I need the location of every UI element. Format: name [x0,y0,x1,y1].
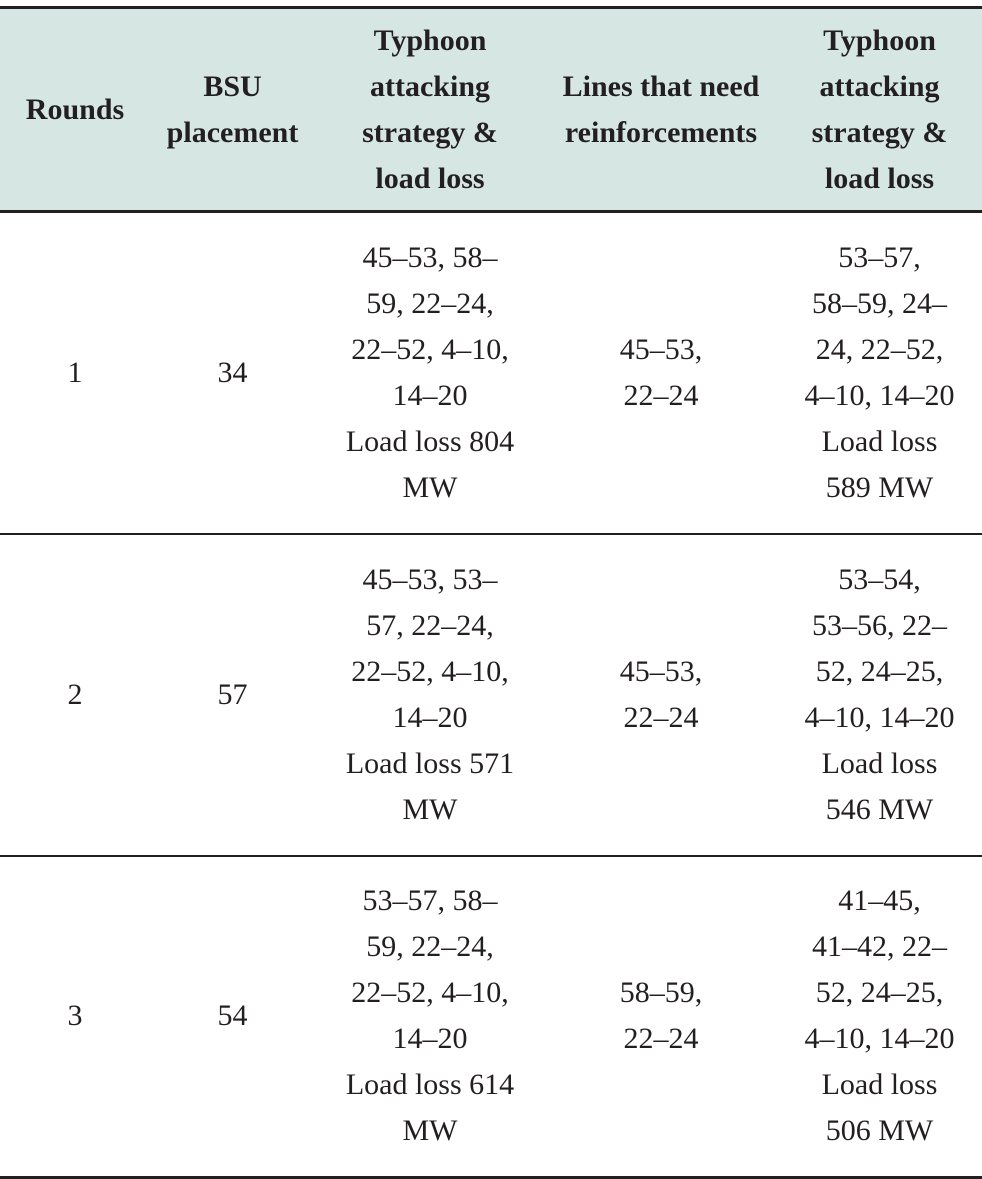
header-line: BSU [203,69,262,103]
cell-bsu: 34 [150,212,315,534]
cell-line: 53–56, 22– [812,608,947,642]
cell-line: 58–59, [619,976,703,1010]
cell-round: 2 [0,534,150,856]
cell-strategy-2 [777,534,982,856]
cell-line: Load loss [821,746,938,780]
cell-line: 4–10, 14–20 [804,700,955,734]
cell-line: 57, 22–24, [366,608,494,642]
cell-round: 3 [0,856,150,1178]
cell-line: 4–10, 14–20 [804,378,955,412]
table-container [0,6,982,1179]
cell-line: 45–53, 58– [362,240,498,274]
header-line: placement [166,115,299,149]
header-rounds-text: Rounds [25,92,125,126]
cell-line: 589 MW [825,470,934,504]
cell-line: 546 MW [825,792,934,826]
cell-strategy-2 [777,212,982,534]
header-bsu-placement [150,8,315,212]
cell-line: Load loss [821,1068,938,1102]
header-lines-reinforcement [545,8,777,212]
header-line: Typhoon [823,23,936,57]
cell-line: 45–53, [619,654,703,688]
cell-round: 1 [0,212,150,534]
cell-line: 22–24 [623,700,699,734]
cell-line: 58–59, 24– [812,286,947,320]
cell-strategy-2 [777,856,982,1178]
cell-line: 22–24 [623,378,699,412]
cell-line: 53–57, 58– [362,884,498,918]
cell-line: MW [402,792,458,826]
table-body [0,212,982,1178]
cell-strategy-1 [315,856,545,1178]
cell-strategy-1 [315,212,545,534]
cell-line: 59, 22–24, [366,286,494,320]
cell-lines [545,856,777,1178]
header-line: strategy & [362,115,498,149]
cell-line: 22–52, 4–10, [351,654,509,688]
table-row [0,856,982,1178]
cell-line: 14–20 [392,378,468,412]
cell-line: 45–53, [619,332,703,366]
table-row [0,534,982,856]
cell-line: 506 MW [825,1114,934,1148]
cell-line: 22–24 [623,1022,699,1056]
header-row [0,8,982,212]
header-rounds [0,8,150,212]
header-strategy-2 [777,8,982,212]
cell-line: 22–52, 4–10, [351,976,509,1010]
cell-line: 53–54, [838,562,921,596]
header-line: strategy & [811,115,948,149]
cell-line: 45–53, 53– [362,562,498,596]
cell-line: 14–20 [392,1022,468,1056]
cell-line: 41–42, 22– [812,930,947,964]
header-line: load loss [375,161,485,195]
cell-line: MW [402,470,458,504]
cell-strategy-1 [315,534,545,856]
cell-line: 4–10, 14–20 [804,1022,955,1056]
header-line: attacking [819,69,940,103]
results-table [0,6,982,1179]
cell-lines [545,212,777,534]
cell-line: 53–57, [838,240,921,274]
header-line: Lines that need [562,69,760,103]
cell-bsu: 57 [150,534,315,856]
cell-line: 22–52, 4–10, [351,332,509,366]
cell-line: 52, 24–25, [815,976,944,1010]
header-strategy-1 [315,8,545,212]
cell-line: MW [402,1114,458,1148]
table-row [0,212,982,534]
cell-line: 24, 22–52, [815,332,944,366]
header-line: load loss [824,161,935,195]
cell-line: Load loss [821,424,938,458]
header-line: reinforcements [564,115,758,149]
cell-bsu: 54 [150,856,315,1178]
cell-line: Load loss 571 [345,746,515,780]
table-header [0,8,982,212]
header-line: attacking [370,69,490,103]
header-line: Typhoon [373,23,487,57]
cell-line: 59, 22–24, [366,930,494,964]
cell-line: 41–45, [838,884,921,918]
cell-line: Load loss 804 [345,424,515,458]
cell-line: 14–20 [392,700,468,734]
cell-line: 52, 24–25, [815,654,944,688]
cell-line: Load loss 614 [345,1068,515,1102]
cell-lines [545,534,777,856]
